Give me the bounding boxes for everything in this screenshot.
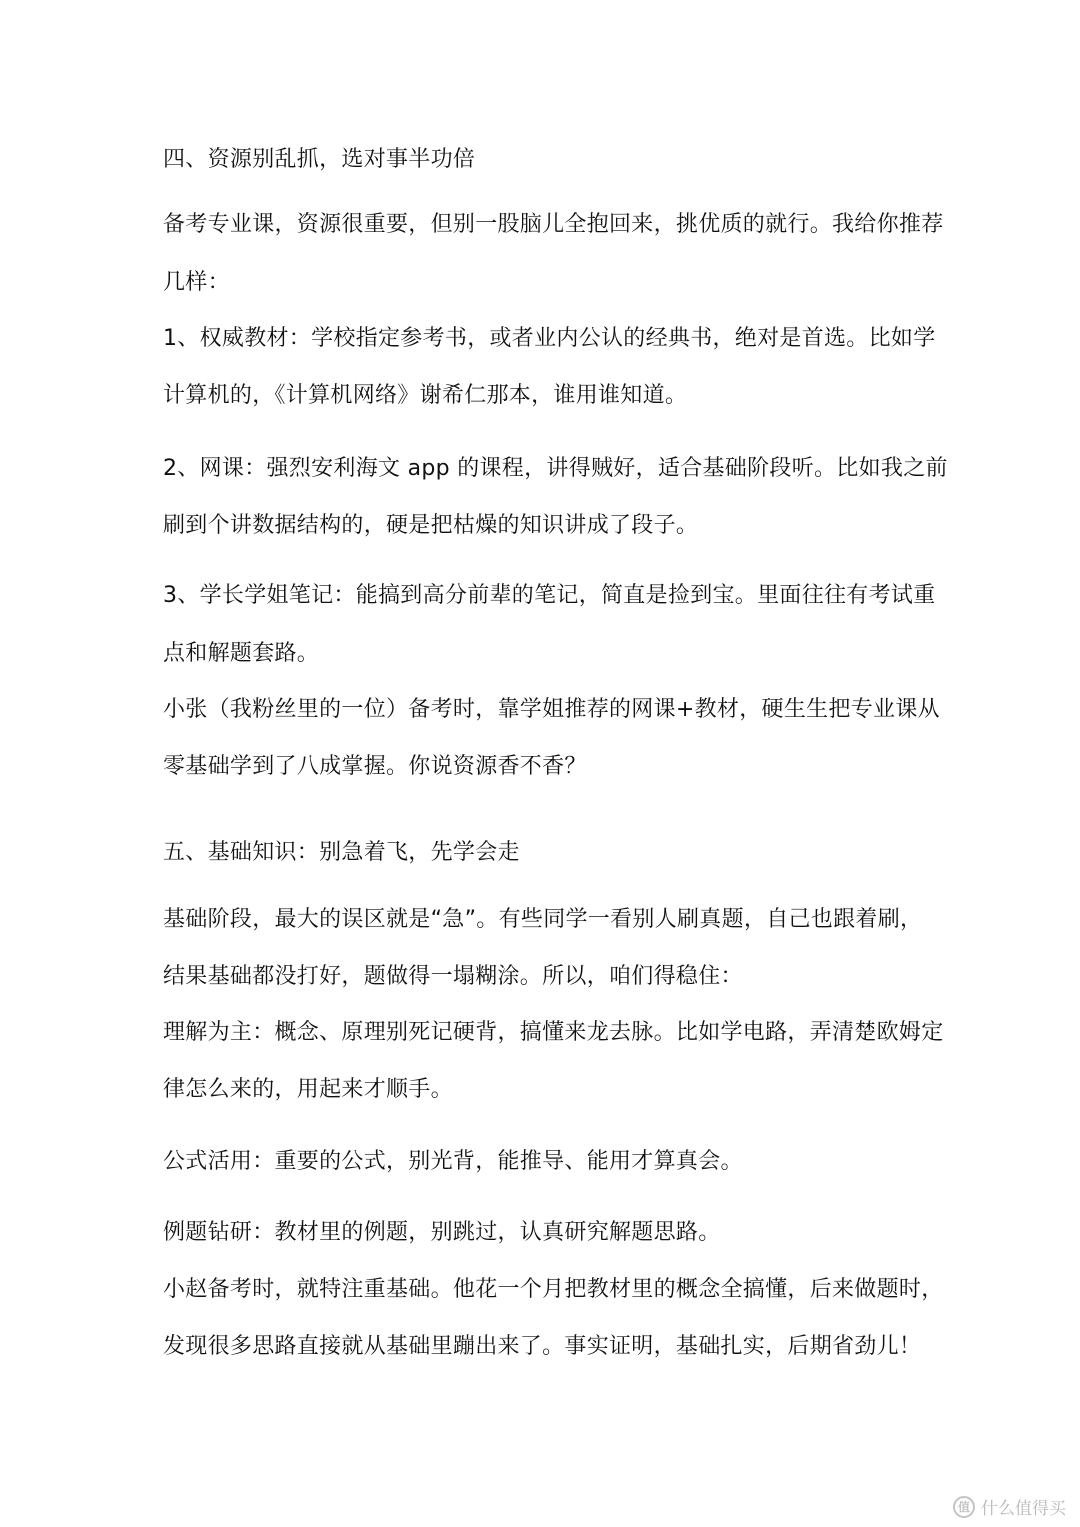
paragraph-line: 2、网课：强烈安利海文 app 的课程，讲得贼好，适合基础阶段听。比如我之前 bbox=[163, 456, 948, 481]
paragraph-line: 1、权威教材：学校指定参考书，或者业内公认的经典书，绝对是首选。比如学 bbox=[163, 326, 936, 351]
paragraph-line: 计算机的，《计算机网络》谢希仁那本，谁用谁知道。 bbox=[163, 383, 688, 408]
watermark-logo-icon: 值 bbox=[953, 1496, 975, 1518]
paragraph-line: 小赵备考时，就特注重基础。他花一个月把教材里的概念全搞懂，后来做题时， bbox=[163, 1277, 944, 1302]
watermark bbox=[953, 1494, 1066, 1519]
paragraph-line: 零基础学到了八成掌握。你说资源香不香？ bbox=[163, 754, 587, 779]
paragraph-line: 3、学长学姐笔记：能搞到高分前辈的笔记，简直是捡到宝。里面往往有考试重 bbox=[163, 583, 936, 608]
paragraph-line: 备考专业课，资源很重要，但别一股脑儿全抱回来，挑优质的就行。我给你推荐 bbox=[163, 212, 944, 237]
section-heading-5: 五、基础知识：别急着飞，先学会走 bbox=[163, 840, 520, 865]
paragraph-line: 刷到个讲数据结构的，硬是把枯燥的知识讲成了段子。 bbox=[163, 513, 699, 538]
paragraph-line: 理解为主：概念、原理别死记硬背，搞懂来龙去脉。比如学电路，弄清楚欧姆定 bbox=[163, 1020, 944, 1045]
paragraph-line: 结果基础都没打好，题做得一塌糊涂。所以，咱们得稳住： bbox=[163, 964, 743, 989]
paragraph-line: 例题钻研：教材里的例题，别跳过，认真研究解题思路。 bbox=[163, 1220, 721, 1245]
paragraph-line: 律怎么来的，用起来才顺手。 bbox=[163, 1077, 453, 1102]
paragraph-line: 发现很多思路直接就从基础里蹦出来了。事实证明，基础扎实，后期省劲儿！ bbox=[163, 1334, 922, 1359]
paragraph-line: 几样： bbox=[163, 270, 230, 295]
section-heading-4: 四、资源别乱抓，选对事半功倍 bbox=[163, 147, 476, 172]
paragraph-line: 点和解题套路。 bbox=[163, 641, 320, 666]
watermark-text: 什么值得买 bbox=[981, 1499, 1066, 1519]
paragraph-line: 公式活用：重要的公式，别光背，能推导、能用才算真会。 bbox=[163, 1149, 743, 1174]
paragraph-line: 小张（我粉丝里的一位）备考时，靠学姐推荐的网课+教材，硬生生把专业课从 bbox=[163, 697, 940, 722]
paragraph-line: 基础阶段，最大的误区就是“急”。有些同学一看别人刷真题，自己也跟着刷， bbox=[163, 907, 923, 932]
